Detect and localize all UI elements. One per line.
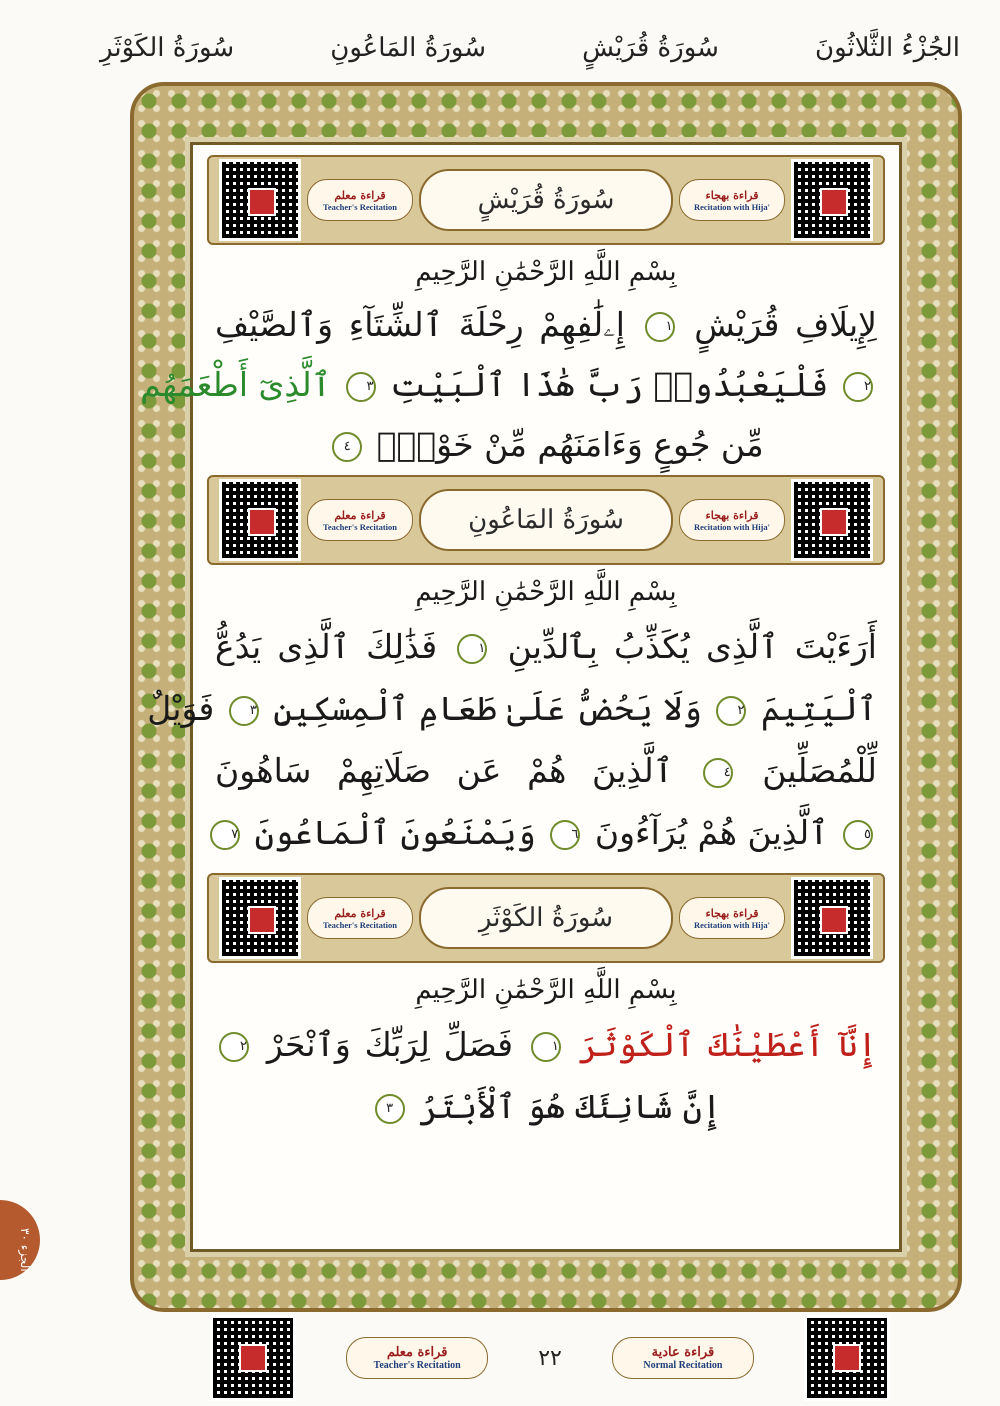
badge-ar: قراءة معلم (334, 188, 386, 202)
ornamental-frame (130, 82, 962, 1312)
ayah-text: أَرَءَيْتَ ٱلَّذِى يُكَذِّبُ بِٱلدِّينِ (507, 627, 877, 666)
badge-ar: قراءة معلم (334, 906, 386, 920)
ayah-text: إِنَّآ أَعْطَيْنَٰكَ ٱلْكَوْثَرَ (578, 1025, 877, 1064)
qr-code-teacher[interactable] (219, 159, 301, 241)
ayah-text: فَوَيْلٌ (147, 689, 215, 728)
badge-ar: قراءة معلم (334, 508, 386, 522)
page-number: ٢٢ (538, 1345, 562, 1371)
ayah-line (140, 365, 877, 405)
badge-en: Recitation with Hija' (693, 521, 771, 532)
surah-header-kawthar (207, 873, 885, 963)
ayah-number: ٤ (332, 432, 362, 462)
normal-recitation-badge[interactable] (612, 1337, 754, 1379)
ayah-number: ٦ (550, 820, 580, 850)
hija-recitation-badge[interactable] (679, 179, 785, 221)
ayah-text: إِنَّ شَانِئَكَ هُوَ ٱلْأَبْتَرُ (419, 1087, 722, 1126)
badge-ar: قراءة بهجاء (705, 906, 759, 920)
ayah-number: ١ (531, 1032, 561, 1062)
header-surah-quraysh: سُورَةُ قُرَيْشٍ (582, 33, 719, 63)
ayah-number: ٤ (703, 758, 733, 788)
page-header (100, 28, 960, 68)
ayah-number: ٢ (219, 1032, 249, 1062)
ayah-text: وَلَا يَحُضُّ عَلَىٰ طَعَامِ ٱلْمِسْكِينِ (273, 689, 702, 728)
teacher-recitation-badge[interactable] (346, 1337, 488, 1379)
teacher-recitation-badge[interactable] (307, 499, 413, 541)
badge-ar: قراءة معلم (386, 1345, 448, 1360)
ayah-line (215, 751, 877, 791)
page-footer (210, 1318, 890, 1398)
ayah-line (215, 305, 877, 345)
hija-recitation-badge[interactable] (679, 897, 785, 939)
ayah-line (147, 689, 877, 729)
surah-header-maun (207, 475, 885, 565)
ayah-line (215, 425, 877, 465)
ayah-text: وَيَمْنَعُونَ ٱلْمَاعُونَ (254, 813, 536, 852)
surah-title: سُورَةُ قُرَيْشٍ (419, 169, 673, 231)
badge-ar: قراءة بهجاء (705, 508, 759, 522)
ayah-number: ٣ (229, 696, 259, 726)
ayah-text: لِّلْمُصَلِّينَ (762, 751, 877, 790)
badge-en: Teacher's Recitation (322, 521, 398, 532)
ayah-number: ٢ (716, 696, 746, 726)
qr-code-hija[interactable] (791, 877, 873, 959)
ayah-text: ٱلَّذِينَ هُمْ يُرَآءُونَ (594, 813, 829, 852)
ayah-text: ٱلْيَتِيمَ (760, 689, 877, 728)
header-surah-kawthar: سُورَةُ الكَوْثَرِ (100, 33, 235, 63)
ayah-number: ٧ (210, 820, 240, 850)
badge-en: Teacher's Recitation (322, 201, 398, 212)
badge-en: Recitation with Hija' (693, 919, 771, 930)
ayah-line (215, 813, 877, 853)
badge-en: Teacher's Recitation (373, 1360, 461, 1371)
qr-code-teacher[interactable] (210, 1315, 296, 1401)
qr-code-hija[interactable] (791, 159, 873, 241)
ayah-text: مِّن جُوعٍ وَءَامَنَهُم مِّنْ خَوْفٍۭ (376, 425, 764, 464)
badge-en: Recitation with Hija' (693, 201, 771, 212)
ayah-text: فَصَلِّ لِرَبِّكَ وَٱنْحَرْ (266, 1025, 514, 1064)
header-surah-maun: سُورَةُ المَاعُونِ (330, 33, 487, 63)
badge-en: Teacher's Recitation (322, 919, 398, 930)
qr-code-teacher[interactable] (219, 479, 301, 561)
ayah-text: ٱلَّذِىٓ أَطْعَمَهُم (140, 365, 332, 404)
ayah-number: ١ (457, 634, 487, 664)
badge-en: Normal Recitation (643, 1360, 723, 1371)
ayah-line (215, 1087, 877, 1127)
basmala: بِسْمِ اللَّهِ الرَّحْمَٰنِ الرَّحِيمِ (415, 975, 677, 1005)
side-tab-label: الجزء ٣٠ (18, 1228, 32, 1272)
juz-side-tab[interactable] (0, 1200, 40, 1280)
teacher-recitation-badge[interactable] (307, 897, 413, 939)
ayah-text: ٱلَّذِينَ هُمْ عَن صَلَاتِهِمْ سَاهُونَ (215, 751, 674, 790)
ayah-text: فَذَٰلِكَ ٱلَّذِى يَدُعُّ (215, 627, 438, 666)
qr-code-hija[interactable] (791, 479, 873, 561)
ayah-text: فَلْيَعْبُدُوا۟ رَبَّ هَٰذَا ٱلْبَيْتِ (390, 365, 829, 404)
ayah-number: ٣ (346, 372, 376, 402)
teacher-recitation-badge[interactable] (307, 179, 413, 221)
ayah-number: ٢ (843, 372, 873, 402)
page-content (140, 142, 902, 1252)
surah-title: سُورَةُ المَاعُونِ (419, 489, 673, 551)
surah-title: سُورَةُ الكَوْثَرِ (419, 887, 673, 949)
surah-header-quraysh (207, 155, 885, 245)
ayah-number: ٥ (843, 820, 873, 850)
badge-ar: قراءة عادية (651, 1345, 715, 1360)
basmala: بِسْمِ اللَّهِ الرَّحْمَٰنِ الرَّحِيمِ (415, 257, 677, 287)
ayah-line (215, 627, 877, 667)
qr-code-normal[interactable] (804, 1315, 890, 1401)
basmala: بِسْمِ اللَّهِ الرَّحْمَٰنِ الرَّحِيمِ (415, 577, 677, 607)
ayah-number: ١ (645, 312, 675, 342)
ayah-text: لِإِيلَافِ قُرَيْشٍ (694, 305, 877, 344)
juz-label: الجُزْءُ الثَّلاثُونَ (814, 33, 960, 63)
ayah-text: إِۦلَٰفِهِمْ رِحْلَةَ ٱلشِّتَآءِ وَٱلصَّيْفِ (215, 305, 625, 344)
ayah-line (215, 1025, 877, 1065)
qr-code-teacher[interactable] (219, 877, 301, 959)
hija-recitation-badge[interactable] (679, 499, 785, 541)
badge-ar: قراءة بهجاء (705, 188, 759, 202)
ayah-number: ٣ (375, 1094, 405, 1124)
